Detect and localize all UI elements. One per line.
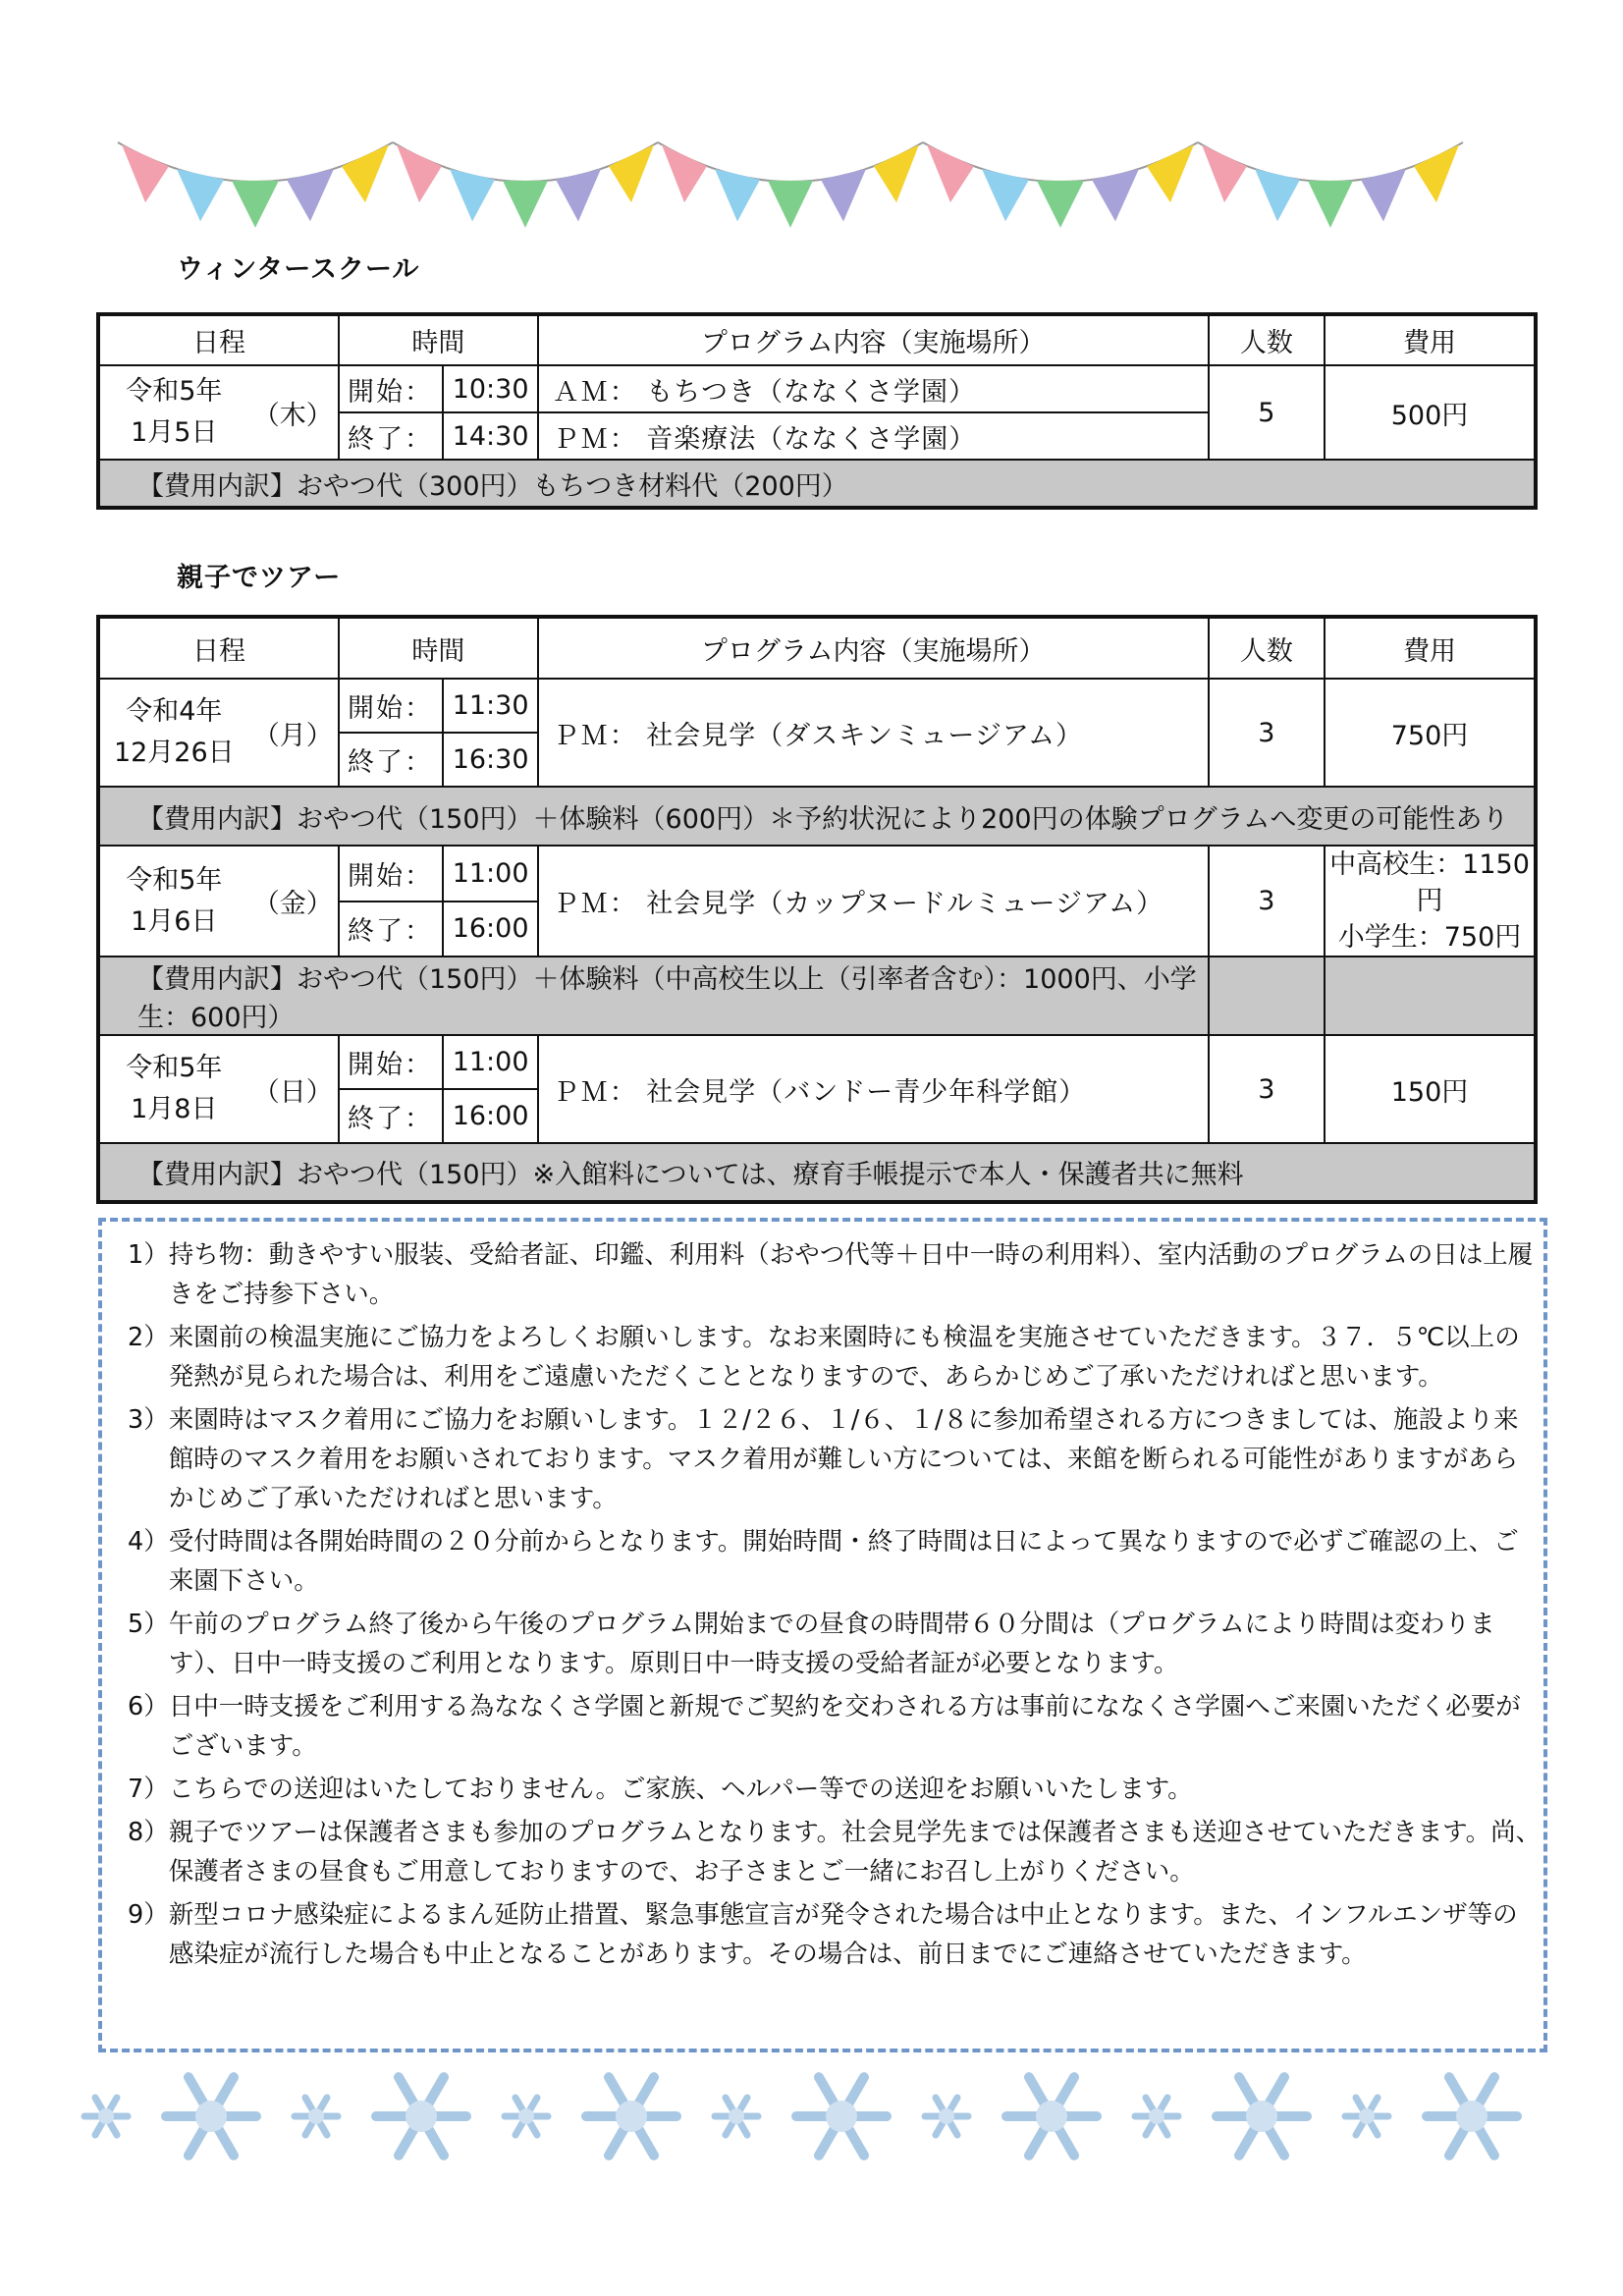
pm-label: ＰＭ：: [538, 412, 640, 460]
note-item: [128, 1522, 1542, 1601]
bunting-flag: [715, 169, 760, 221]
cost-breakdown-note: 【費用内訳】おやつ代（300円）もちつき材料代（200円）: [98, 460, 1536, 508]
date-cell: [98, 846, 248, 957]
cost-breakdown-note: 【費用内訳】おやつ代（150円）＋体験料（中高校生以上（引率者含む）：1000円、小学生：600円）: [98, 957, 1209, 1035]
bunting-flag: [177, 169, 224, 221]
day-of-week: （金）: [248, 846, 339, 957]
end-time: 16:30: [443, 733, 537, 787]
snowflake-small-icon: [84, 2098, 128, 2135]
end-time: 16:00: [443, 1089, 537, 1143]
note-blank-cell: [1209, 957, 1325, 1035]
snowflake-large-icon: [1006, 2077, 1097, 2156]
day-of-week: （日）: [248, 1035, 339, 1143]
snowflake-large-icon: [1427, 2077, 1517, 2156]
snowflake-large-icon: [796, 2077, 887, 2156]
date-year: 令和5年: [126, 864, 223, 896]
program: 社会見学（カップヌードルミュージアム）: [640, 846, 1208, 957]
bunting-flag: [1092, 169, 1139, 221]
date-md: 1月6日: [131, 905, 218, 937]
note-number: 7）: [128, 1775, 169, 1804]
header-date: 日程: [98, 617, 339, 679]
people-count: 5: [1209, 365, 1325, 460]
bunting-flag: [768, 181, 813, 228]
note-text: 親子でツアーは保護者さまも参加のプログラムとなります。社会見学先までは保護者さまも送迎させていただきます。尚、保護者さまの昼食もご用意しておりますので、お子さまとご一緒にお召し上がりください。: [168, 1818, 1542, 1886]
bunting-flag: [609, 144, 654, 202]
note-number: 8）: [128, 1818, 169, 1847]
program: 社会見学（ダスキンミュージアム）: [640, 679, 1208, 787]
end-label: 終了：: [339, 902, 443, 957]
bunting-flag: [1147, 144, 1194, 202]
people-count: 3: [1209, 679, 1325, 787]
note-text: 日中一時支援をご利用する為ななくさ学園と新規でご契約を交わされる方は事前にななくさ学園へご来園いただく必要がございます。: [168, 1692, 1521, 1761]
cost: 150円: [1325, 1035, 1536, 1143]
note-number: 2）: [128, 1323, 169, 1352]
bunting-flag: [1202, 144, 1247, 202]
date-cell: [98, 679, 248, 787]
note-number: 1）: [128, 1240, 169, 1270]
note-number: 9）: [128, 1900, 169, 1930]
winter-school-table: [96, 312, 1538, 510]
start-label: 開始：: [339, 365, 443, 412]
header-cost: 費用: [1325, 617, 1536, 679]
end-time: 16:00: [443, 902, 537, 957]
cost-breakdown-note: 【費用内訳】おやつ代（150円）＋体験料（600円）＊予約状況により200円の体験プログラムへ変更の可能性あり: [98, 787, 1536, 846]
date-md: 12月26日: [113, 738, 235, 768]
note-number: 4）: [128, 1527, 169, 1557]
cost: [1325, 846, 1536, 957]
header-people: 人数: [1209, 617, 1325, 679]
note-item: [128, 1235, 1542, 1314]
date-year: 令和5年: [126, 1053, 223, 1083]
bunting-flag: [503, 181, 548, 228]
header-people: 人数: [1209, 314, 1325, 365]
snowflake-small-icon: [1345, 2098, 1388, 2135]
pm-label: ＰＭ：: [538, 846, 640, 957]
people-count: 3: [1209, 1035, 1325, 1143]
note-item: [128, 1895, 1542, 1974]
note-item: [128, 1813, 1542, 1891]
snowflake-small-icon: [925, 2098, 968, 2135]
pm-program: 音楽療法（ななくさ学園）: [640, 412, 1208, 460]
snowflake-large-icon: [586, 2077, 676, 2156]
note-text: こちらでの送迎はいたしておりません。ご家族、ヘルパー等での送迎をお願いいたします。: [168, 1775, 1193, 1804]
header-program: プログラム内容（実施場所）: [538, 617, 1209, 679]
cost: 750円: [1325, 679, 1536, 787]
tour-table: [96, 615, 1538, 1204]
cost-breakdown-note: 【費用内訳】おやつ代（150円）※入館料については、療育手帳提示で本人・保護者共に無料: [98, 1143, 1536, 1202]
date-cell: [98, 1035, 248, 1143]
am-label: ＡＭ：: [538, 365, 640, 412]
end-label: 終了：: [339, 1089, 443, 1143]
note-text: 午前のプログラム終了後から午後のプログラム開始までの昼食の時間帯６０分間は（プログラムにより時間は変わります）、日中一時支援のご利用となります。原則日中一時支援の受給者証が必要となります。: [168, 1610, 1495, 1678]
people-count: 3: [1209, 846, 1325, 957]
snowflake-border: [77, 2062, 1549, 2170]
cost-line-1: 中高校生：1150円: [1329, 849, 1530, 916]
note-number: 3）: [128, 1405, 169, 1435]
snowflake-large-icon: [376, 2077, 466, 2156]
note-text: 持ち物：動きやすい服装、受給者証、印鑑、利用料（おやつ代等＋日中一時の利用料）、室内活動のプログラムの日は上履きをご持参下さい。: [168, 1240, 1534, 1309]
note-number: 5）: [128, 1610, 169, 1639]
snowflake-small-icon: [715, 2098, 758, 2135]
day-of-week: （月）: [248, 679, 339, 787]
day-of-week: （木）: [248, 365, 339, 460]
note-text: 来園前の検温実施にご協力をよろしくお願いします。なお来園時にも検温を実施させていただきます。３７．５℃以上の発熱が見られた場合は、利用をご遠慮いただくこととなりますので、あらかじめご了承いただければと思います。: [168, 1323, 1520, 1392]
note-item: [128, 1687, 1542, 1766]
pm-label: ＰＭ：: [538, 1035, 640, 1143]
header-cost: 費用: [1325, 314, 1536, 365]
header-date: 日程: [98, 314, 339, 365]
bunting-flag: [1308, 181, 1353, 228]
start-label: 開始：: [339, 1035, 443, 1089]
am-program: もちつき（ななくさ学園）: [640, 365, 1208, 412]
end-label: 終了：: [339, 733, 443, 787]
bunting-flag: [397, 144, 442, 202]
program: 社会見学（バンドー青少年科学館）: [640, 1035, 1208, 1143]
end-time: 14:30: [443, 412, 537, 460]
start-label: 開始：: [339, 679, 443, 733]
header-time: 時間: [339, 314, 538, 365]
date-year: 令和5年: [126, 376, 223, 407]
snowflake-large-icon: [1217, 2077, 1307, 2156]
date-year: 令和4年: [126, 696, 223, 727]
header-time: 時間: [339, 617, 538, 679]
start-time: 11:30: [443, 679, 537, 733]
bunting-flag: [1361, 169, 1406, 221]
tour-title: 親子でツアー: [177, 563, 342, 593]
note-item: [128, 1605, 1542, 1683]
start-time: 11:00: [443, 1035, 537, 1089]
note-text: 来園時はマスク着用にご協力をお願いします。１２/２６、１/６、１/８に参加希望される方につきましては、施設より来館時のマスク着用をお願いされております。マスク着用が難しい方については、来館を断られる可能性がありますがあらかじめご了承いただければと思います。: [168, 1405, 1519, 1513]
start-time: 11:00: [443, 846, 537, 902]
note-text: 受付時間は各開始時間の２０分前からとなります。開始時間・終了時間は日によって異なりますので必ずご確認の上、ご来園下さい。: [168, 1527, 1519, 1596]
bunting-flag: [1414, 144, 1459, 202]
bunting-flag: [662, 144, 707, 202]
note-item: [128, 1400, 1542, 1518]
date-cell: [98, 365, 248, 460]
note-item: [128, 1770, 1542, 1809]
snowflake-large-icon: [166, 2077, 256, 2156]
bunting-flag: [232, 181, 279, 228]
notes-list: [128, 1235, 1542, 1978]
bunting-flag: [1037, 181, 1084, 228]
start-label: 開始：: [339, 846, 443, 902]
bunting-flag: [556, 169, 601, 221]
bunting-flag: [287, 169, 334, 221]
date-md: 1月5日: [131, 417, 218, 448]
date-md: 1月8日: [131, 1094, 218, 1124]
snowflake-small-icon: [295, 2098, 338, 2135]
bunting-flag: [821, 169, 866, 221]
cost-line-2: 小学生：750円: [1337, 922, 1522, 953]
snowflake-small-icon: [505, 2098, 548, 2135]
bunting-flag: [122, 144, 169, 202]
end-label: 終了：: [339, 412, 443, 460]
note-item: [128, 1318, 1542, 1396]
note-blank-cell: [1325, 957, 1536, 1035]
bunting-flag: [342, 144, 389, 202]
pm-label: ＰＭ：: [538, 679, 640, 787]
cost: 500円: [1325, 365, 1536, 460]
bunting-flag: [450, 169, 495, 221]
note-number: 6）: [128, 1692, 169, 1722]
note-text: 新型コロナ感染症によるまん延防止措置、緊急事態宣言が発令された場合は中止となります。また、インフルエンザ等の感染症が流行した場合も中止となることがあります。その場合は、前日までにご連絡させていただきます。: [168, 1900, 1518, 1969]
bunting-flag: [927, 144, 974, 202]
header-program: プログラム内容（実施場所）: [538, 314, 1209, 365]
snowflake-small-icon: [1135, 2098, 1178, 2135]
bunting-flag: [1255, 169, 1300, 221]
start-time: 10:30: [443, 365, 537, 412]
bunting-flag: [874, 144, 919, 202]
winter-school-title: ウィンタースクール: [177, 254, 420, 285]
bunting-flag: [982, 169, 1029, 221]
